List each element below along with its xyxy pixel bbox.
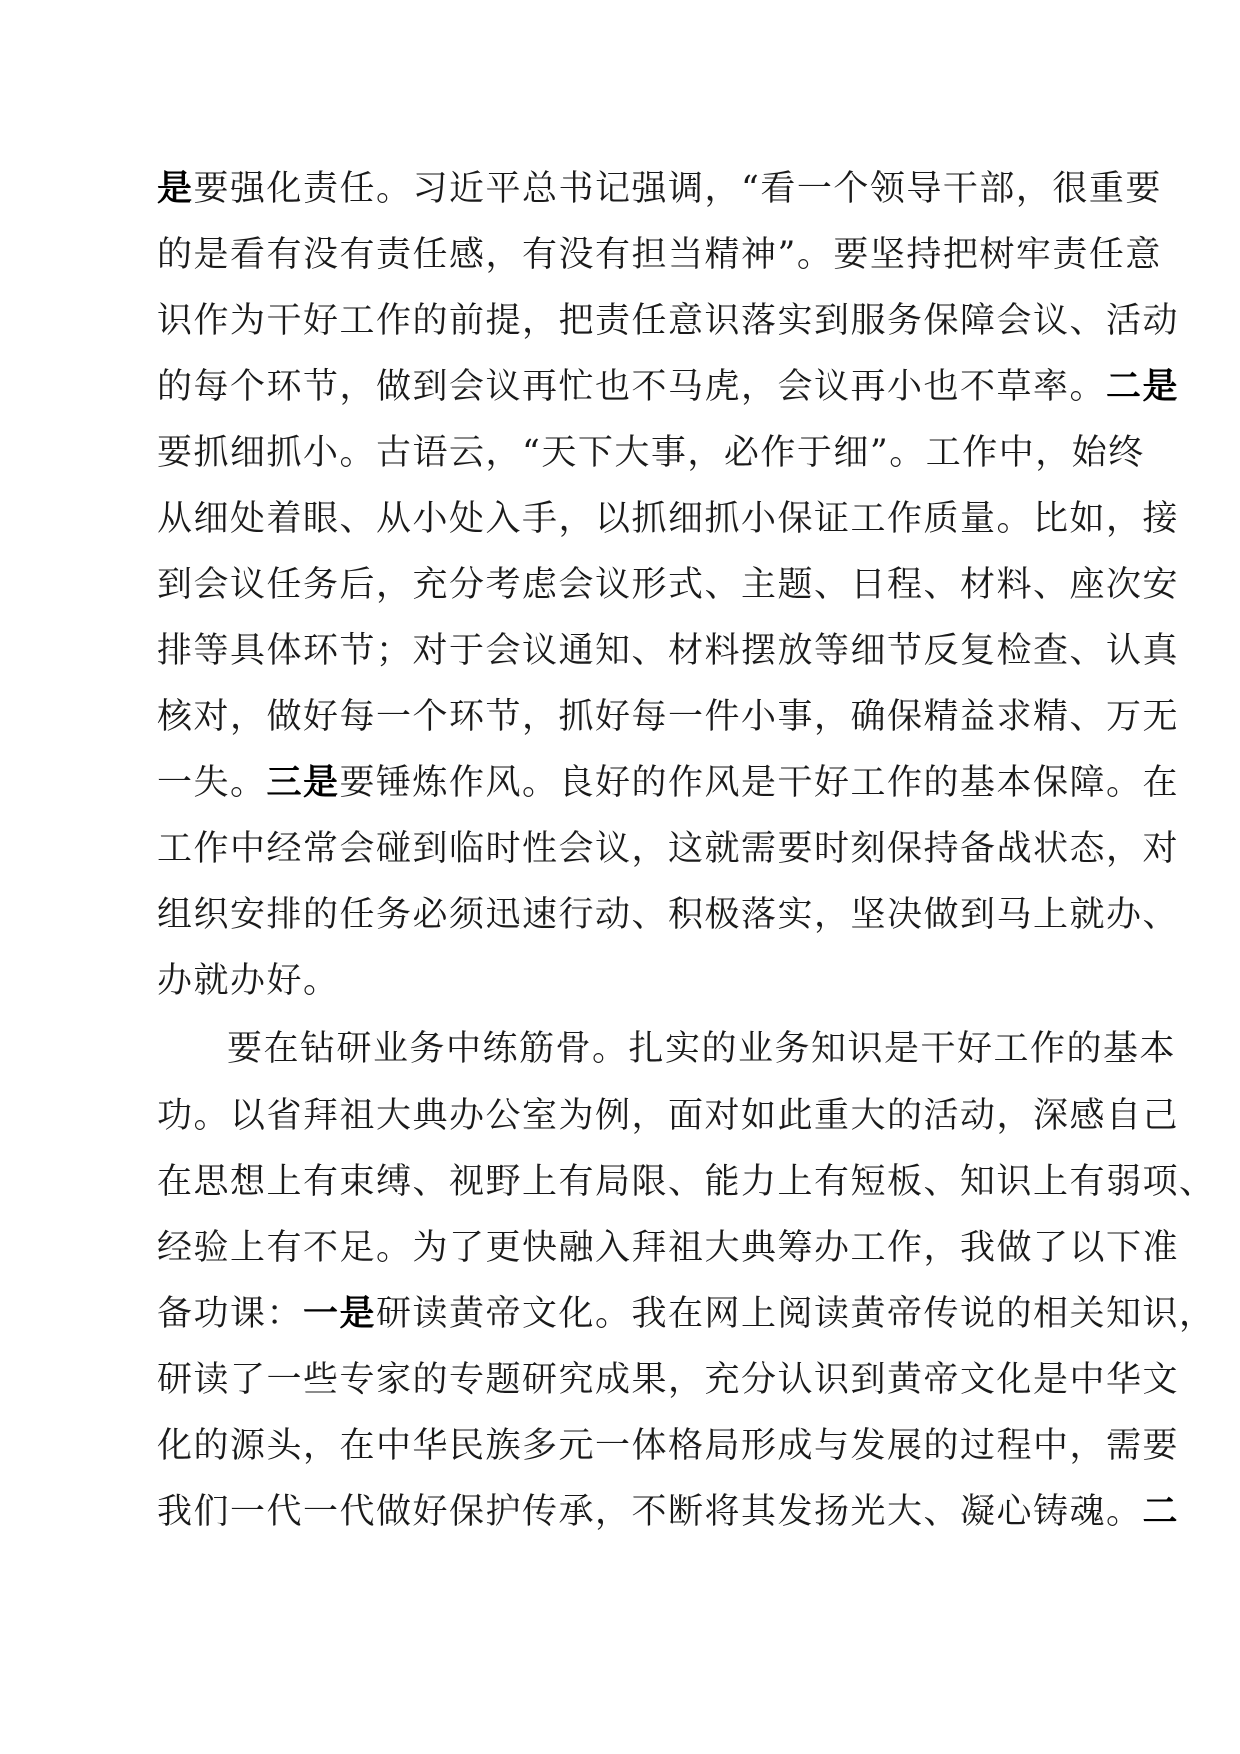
text-line: 研读了一些专家的专题研究成果，充分认识到黄帝文化是中华文 — [157, 1360, 1180, 1400]
text-line: 识作为干好工作的前提，把责任意识落实到服务保障会议、活动 — [157, 301, 1180, 341]
text-line: 工作中经常会碰到临时性会议，这就需要时刻保持备战状态，对 — [157, 829, 1180, 869]
bold-ordinal: 二 — [1142, 1492, 1180, 1532]
bold-ordinal: 二是 — [1106, 367, 1180, 407]
text-line: 核对，做好每一个环节，抓好每一件小事，确保精益求精、万无 — [157, 697, 1180, 737]
bold-ordinal: 是 — [157, 169, 194, 209]
text-line: 经验上有不足。为了更快融入拜祖大典筹办工作，我做了以下准 — [157, 1228, 1180, 1268]
text-line: 从细处着眼、从小处入手，以抓细抓小保证工作质量。比如，接 — [157, 499, 1180, 539]
text-line: 的是看有没有责任感，有没有担当精神”。要坚持把树牢责任意 — [157, 235, 1162, 275]
text-line: 在思想上有束缚、视野上有局限、能力上有短板、知识上有弱项、 — [157, 1162, 1216, 1202]
text-line: 备功课：一是研读黄帝文化。我在网上阅读黄帝传说的相关知识， — [157, 1294, 1216, 1334]
text-line: 是要强化责任。习近平总书记强调，“看一个领导干部，很重要 — [157, 169, 1162, 209]
text-line: 到会议任务后，充分考虑会议形式、主题、日程、材料、座次安 — [157, 565, 1180, 605]
text-line: 一失。三是要锤炼作风。良好的作风是干好工作的基本保障。在 — [157, 763, 1180, 803]
bold-ordinal: 一是 — [303, 1294, 377, 1334]
text-line: 我们一代一代做好保护传承，不断将其发扬光大、凝心铸魂。二 — [157, 1492, 1180, 1532]
text-line: 化的源头，在中华民族多元一体格局形成与发展的过程中，需要 — [157, 1426, 1180, 1466]
text-line: 功。以省拜祖大典办公室为例，面对如此重大的活动，深感自己 — [157, 1096, 1180, 1136]
text-line: 组织安排的任务必须迅速行动、积极落实，坚决做到马上就办、 — [157, 895, 1180, 935]
bold-ordinal: 三是 — [266, 763, 340, 803]
text-line: 办就办好。 — [157, 961, 340, 1001]
text-line: 排等具体环节；对于会议通知、材料摆放等细节反复检查、认真 — [157, 631, 1180, 671]
text-line: 的每个环节，做到会议再忙也不马虎，会议再小也不草率。二是 — [157, 367, 1180, 407]
text-line: 要抓细抓小。古语云，“天下大事，必作于细”。工作中，始终 — [157, 433, 1145, 473]
text-line: 要在钻研业务中练筋骨。扎实的业务知识是干好工作的基本 — [227, 1029, 1177, 1069]
